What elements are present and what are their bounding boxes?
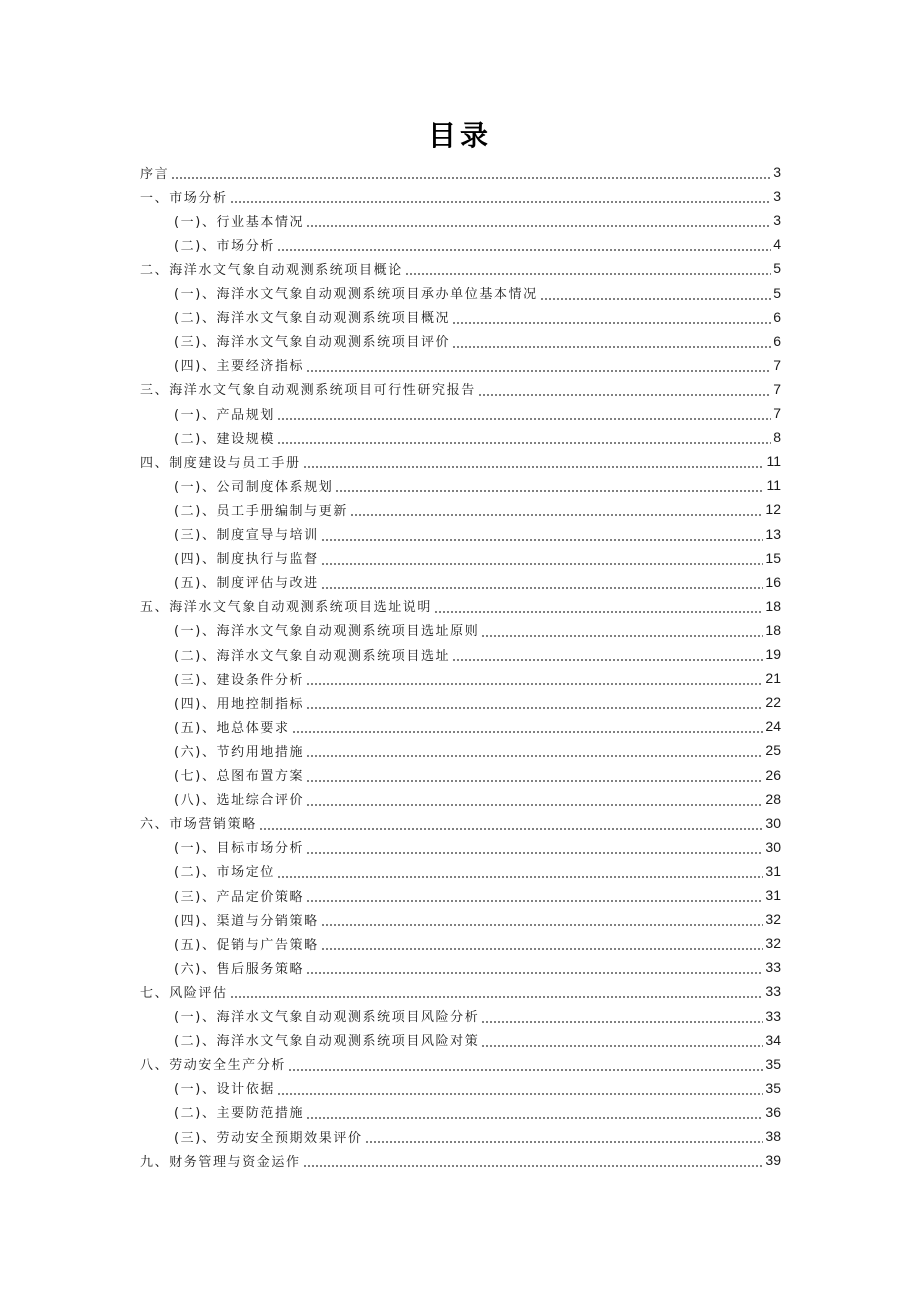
toc-dot-leader bbox=[321, 546, 764, 570]
toc-section-entry[interactable] bbox=[174, 907, 781, 931]
toc-entry-page-number: 35 bbox=[765, 1079, 781, 1096]
toc-entry-label: (三)、建设条件分析 bbox=[174, 672, 305, 688]
toc-entry-label: (七)、总图布置方案 bbox=[174, 769, 305, 784]
toc-entry-label: (三)、劳动安全预期效果评价 bbox=[174, 1130, 363, 1146]
toc-dot-leader bbox=[481, 1028, 763, 1052]
toc-section-entry[interactable] bbox=[174, 232, 781, 256]
toc-section-entry[interactable] bbox=[174, 281, 781, 305]
toc-entry-label: (四)、用地控制指标 bbox=[174, 696, 305, 712]
toc-entry-label: (四)、制度执行与监督 bbox=[174, 552, 319, 568]
toc-entry-label: (五)、制度评估与改进 bbox=[174, 576, 319, 592]
toc-dot-leader bbox=[306, 835, 763, 859]
toc-dot-leader bbox=[452, 305, 771, 329]
toc-section-entry[interactable] bbox=[174, 618, 781, 642]
toc-dot-leader bbox=[321, 907, 764, 931]
toc-entry-page-number: 19 bbox=[765, 646, 781, 662]
toc-entry-page-number: 18 bbox=[765, 621, 781, 638]
toc-entry-page-number: 25 bbox=[765, 742, 781, 759]
toc-section-entry[interactable] bbox=[174, 1028, 781, 1052]
toc-dot-leader bbox=[277, 232, 771, 256]
toc-section-entry[interactable] bbox=[174, 690, 781, 714]
toc-entry-page-number: 26 bbox=[765, 766, 781, 783]
toc-entry-label: (二)、海洋水文气象自动观测系统项目概况 bbox=[174, 311, 451, 327]
toc-section-entry[interactable] bbox=[174, 546, 781, 570]
toc-entry-label: (二)、员工手册编制与更新 bbox=[174, 503, 348, 519]
toc-entry-label: 六、市场营销策略 bbox=[140, 817, 257, 833]
toc-entry-page-number: 33 bbox=[765, 959, 781, 976]
toc-dot-leader bbox=[306, 208, 771, 232]
toc-entry-page-number: 7 bbox=[773, 380, 781, 397]
toc-entry-page-number: 38 bbox=[765, 1128, 781, 1144]
toc-entry-label: 七、风险评估 bbox=[140, 985, 228, 1001]
toc-dot-leader bbox=[350, 497, 763, 521]
toc-dot-leader bbox=[171, 160, 771, 184]
toc-dot-leader bbox=[478, 377, 771, 401]
toc-dot-leader bbox=[230, 979, 764, 1003]
toc-section-entry[interactable] bbox=[174, 787, 781, 811]
toc-entry-label: (六)、售后服务策略 bbox=[174, 961, 305, 977]
toc-entry-label: (二)、建设规模 bbox=[174, 431, 275, 447]
toc-entry-label: (二)、海洋水文气象自动观测系统项目风险对策 bbox=[174, 1034, 480, 1050]
toc-dot-leader bbox=[452, 642, 763, 666]
toc-dot-leader bbox=[277, 425, 771, 449]
toc-entry-label: (六)、节约用地措施 bbox=[174, 744, 305, 760]
toc-dot-leader bbox=[481, 1004, 763, 1028]
toc-chapter-entry[interactable] bbox=[140, 160, 781, 184]
toc-entry-label: (一)、海洋水文气象自动观测系统项目承办单位基本情况 bbox=[174, 287, 538, 302]
toc-entry-page-number: 32 bbox=[765, 935, 781, 952]
toc-entry-label: 四、制度建设与员工手册 bbox=[140, 455, 301, 471]
toc-section-entry[interactable] bbox=[174, 401, 781, 425]
toc-entry-page-number: 8 bbox=[773, 429, 781, 446]
toc-entry-label: (四)、渠道与分销策略 bbox=[174, 913, 319, 929]
toc-dot-leader bbox=[405, 256, 771, 280]
toc-entry-page-number: 11 bbox=[766, 453, 781, 470]
toc-chapter-entry[interactable] bbox=[140, 979, 781, 1003]
toc-entry-page-number: 33 bbox=[765, 1007, 781, 1024]
toc-entry-page-number: 3 bbox=[773, 188, 781, 205]
toc-entry-label: (一)、行业基本情况 bbox=[174, 214, 305, 230]
toc-entry-page-number: 31 bbox=[765, 887, 781, 903]
toc-entry-page-number: 30 bbox=[765, 838, 781, 855]
toc-entry-label: (三)、产品定价策略 bbox=[174, 889, 305, 905]
toc-section-entry[interactable] bbox=[174, 305, 781, 329]
toc-entry-label: 九、财务管理与资金运作 bbox=[140, 1154, 301, 1170]
toc-entry-page-number: 11 bbox=[766, 477, 781, 494]
toc-section-entry[interactable] bbox=[174, 1124, 781, 1148]
toc-dot-leader bbox=[306, 883, 763, 907]
toc-entry-label: (五)、促销与广告策略 bbox=[174, 937, 319, 953]
toc-entry-page-number: 16 bbox=[765, 573, 781, 590]
toc-dot-leader bbox=[481, 618, 763, 642]
toc-entry-page-number: 33 bbox=[765, 983, 781, 1000]
toc-section-entry[interactable] bbox=[174, 473, 781, 497]
toc-entry-page-number: 22 bbox=[765, 694, 781, 711]
toc-section-entry[interactable] bbox=[174, 714, 781, 738]
toc-entry-page-number: 13 bbox=[765, 525, 781, 542]
toc-section-entry[interactable] bbox=[174, 1004, 781, 1028]
toc-entry-label: (二)、主要防范措施 bbox=[174, 1106, 305, 1122]
toc-entry-label: (二)、市场定位 bbox=[174, 865, 275, 881]
toc-dot-leader bbox=[452, 329, 771, 353]
toc-entry-label: 三、海洋水文气象自动观测系统项目可行性研究报告 bbox=[140, 383, 476, 399]
toc-dot-leader bbox=[306, 353, 771, 377]
toc-section-entry[interactable] bbox=[174, 859, 781, 883]
toc-chapter-entry[interactable] bbox=[140, 1052, 781, 1076]
toc-dot-leader bbox=[230, 184, 772, 208]
toc-dot-leader bbox=[277, 401, 771, 425]
toc-section-entry[interactable] bbox=[174, 329, 781, 353]
toc-entry-page-number: 35 bbox=[765, 1055, 781, 1072]
toc-dot-leader bbox=[259, 811, 764, 835]
toc-entry-page-number: 15 bbox=[765, 549, 781, 566]
toc-entry-page-number: 7 bbox=[773, 356, 781, 373]
toc-dot-leader bbox=[288, 1052, 763, 1076]
toc-entry-label: 序言 bbox=[140, 166, 170, 182]
toc-dot-leader bbox=[306, 1100, 763, 1124]
toc-dot-leader bbox=[321, 522, 764, 546]
toc-entry-page-number: 7 bbox=[773, 405, 781, 421]
toc-dot-leader bbox=[277, 1076, 763, 1100]
toc-dot-leader bbox=[292, 714, 764, 738]
toc-chapter-entry[interactable] bbox=[140, 811, 781, 835]
toc-section-entry[interactable] bbox=[174, 208, 781, 232]
toc-chapter-entry[interactable] bbox=[140, 256, 781, 280]
toc-entry-page-number: 3 bbox=[773, 164, 781, 180]
toc-entry-label: (三)、海洋水文气象自动观测系统项目评价 bbox=[174, 335, 451, 351]
toc-dot-leader bbox=[306, 666, 763, 690]
toc-section-entry[interactable] bbox=[174, 353, 781, 377]
toc-dot-leader bbox=[303, 449, 765, 473]
toc-chapter-entry[interactable] bbox=[140, 377, 781, 401]
toc-dot-leader bbox=[306, 690, 763, 714]
toc-section-entry[interactable] bbox=[174, 1100, 781, 1124]
toc-entry-label: (二)、海洋水文气象自动观测系统项目选址 bbox=[174, 648, 451, 664]
toc-dot-leader bbox=[540, 281, 771, 305]
toc-dot-leader bbox=[306, 787, 763, 811]
toc-section-entry[interactable] bbox=[174, 763, 781, 787]
toc-entry-label: (一)、公司制度体系规划 bbox=[174, 479, 334, 495]
toc-entry-label: (四)、主要经济指标 bbox=[174, 359, 305, 375]
toc-entry-page-number: 5 bbox=[773, 284, 781, 301]
toc-entry-page-number: 31 bbox=[765, 862, 781, 879]
toc-section-entry[interactable] bbox=[174, 522, 781, 546]
toc-entry-page-number: 21 bbox=[765, 670, 781, 687]
toc-dot-leader bbox=[306, 738, 763, 762]
toc-dot-leader bbox=[277, 859, 763, 883]
toc-section-entry[interactable] bbox=[174, 955, 781, 979]
toc-section-entry[interactable] bbox=[174, 425, 781, 449]
toc-section-entry[interactable] bbox=[174, 738, 781, 762]
toc-entry-page-number: 32 bbox=[765, 911, 781, 928]
toc-section-entry[interactable] bbox=[174, 642, 781, 666]
toc-section-entry[interactable] bbox=[174, 931, 781, 955]
toc-chapter-entry[interactable] bbox=[140, 594, 781, 618]
toc-section-entry[interactable] bbox=[174, 883, 781, 907]
toc-entry-label: (五)、地总体要求 bbox=[174, 720, 290, 736]
toc-chapter-entry[interactable] bbox=[140, 449, 781, 473]
toc-entry-page-number: 6 bbox=[773, 332, 781, 349]
page-title: 目录 bbox=[427, 119, 492, 152]
toc-entry-page-number: 3 bbox=[773, 212, 781, 229]
toc-dot-leader bbox=[303, 1148, 764, 1172]
toc-entry-label: (一)、设计依据 bbox=[174, 1082, 275, 1098]
toc-entry-page-number: 6 bbox=[773, 308, 781, 325]
toc-entry-page-number: 36 bbox=[765, 1103, 781, 1120]
toc-entry-page-number: 24 bbox=[765, 718, 781, 735]
toc-dot-leader bbox=[306, 955, 763, 979]
toc-entry-label: 八、劳动安全生产分析 bbox=[140, 1058, 287, 1074]
toc-chapter-entry[interactable] bbox=[140, 184, 781, 208]
toc-entry-page-number: 4 bbox=[773, 236, 781, 253]
toc-dot-leader bbox=[321, 931, 764, 955]
toc-entry-page-number: 18 bbox=[765, 597, 781, 614]
toc-entry-label: (一)、海洋水文气象自动观测系统项目风险分析 bbox=[174, 1010, 480, 1025]
toc-section-entry[interactable] bbox=[174, 1076, 781, 1100]
toc-dot-leader bbox=[365, 1124, 764, 1148]
toc-section-entry[interactable] bbox=[174, 835, 781, 859]
toc-entry-page-number: 39 bbox=[765, 1152, 781, 1169]
toc-entry-label: (一)、目标市场分析 bbox=[174, 841, 305, 857]
toc-section-entry[interactable] bbox=[174, 666, 781, 690]
toc-entry-label: (三)、制度宣导与培训 bbox=[174, 528, 319, 543]
toc-section-entry[interactable] bbox=[174, 570, 781, 594]
toc-entry-page-number: 12 bbox=[765, 501, 781, 518]
toc-entry-label: (一)、海洋水文气象自动观测系统项目选址原则 bbox=[174, 624, 480, 640]
toc-dot-leader bbox=[335, 473, 764, 497]
toc-entry-label: 二、海洋水文气象自动观测系统项目概论 bbox=[140, 262, 403, 278]
toc-entry-label: (一)、产品规划 bbox=[174, 407, 275, 423]
toc-entry-page-number: 34 bbox=[765, 1031, 781, 1048]
toc-entry-page-number: 28 bbox=[765, 790, 781, 807]
toc-chapter-entry[interactable] bbox=[140, 1148, 781, 1172]
toc-dot-leader bbox=[321, 570, 764, 594]
toc-entry-label: (二)、市场分析 bbox=[174, 238, 275, 254]
toc-section-entry[interactable] bbox=[174, 497, 781, 521]
toc-entry-page-number: 5 bbox=[773, 260, 781, 277]
toc-entry-label: 一、市场分析 bbox=[140, 190, 228, 206]
toc-entry-label: (八)、选址综合评价 bbox=[174, 793, 305, 809]
toc-dot-leader bbox=[434, 594, 763, 618]
toc-dot-leader bbox=[306, 763, 763, 787]
toc-entry-label: 五、海洋水文气象自动观测系统项目选址说明 bbox=[140, 600, 433, 616]
toc-entry-page-number: 30 bbox=[765, 814, 781, 831]
